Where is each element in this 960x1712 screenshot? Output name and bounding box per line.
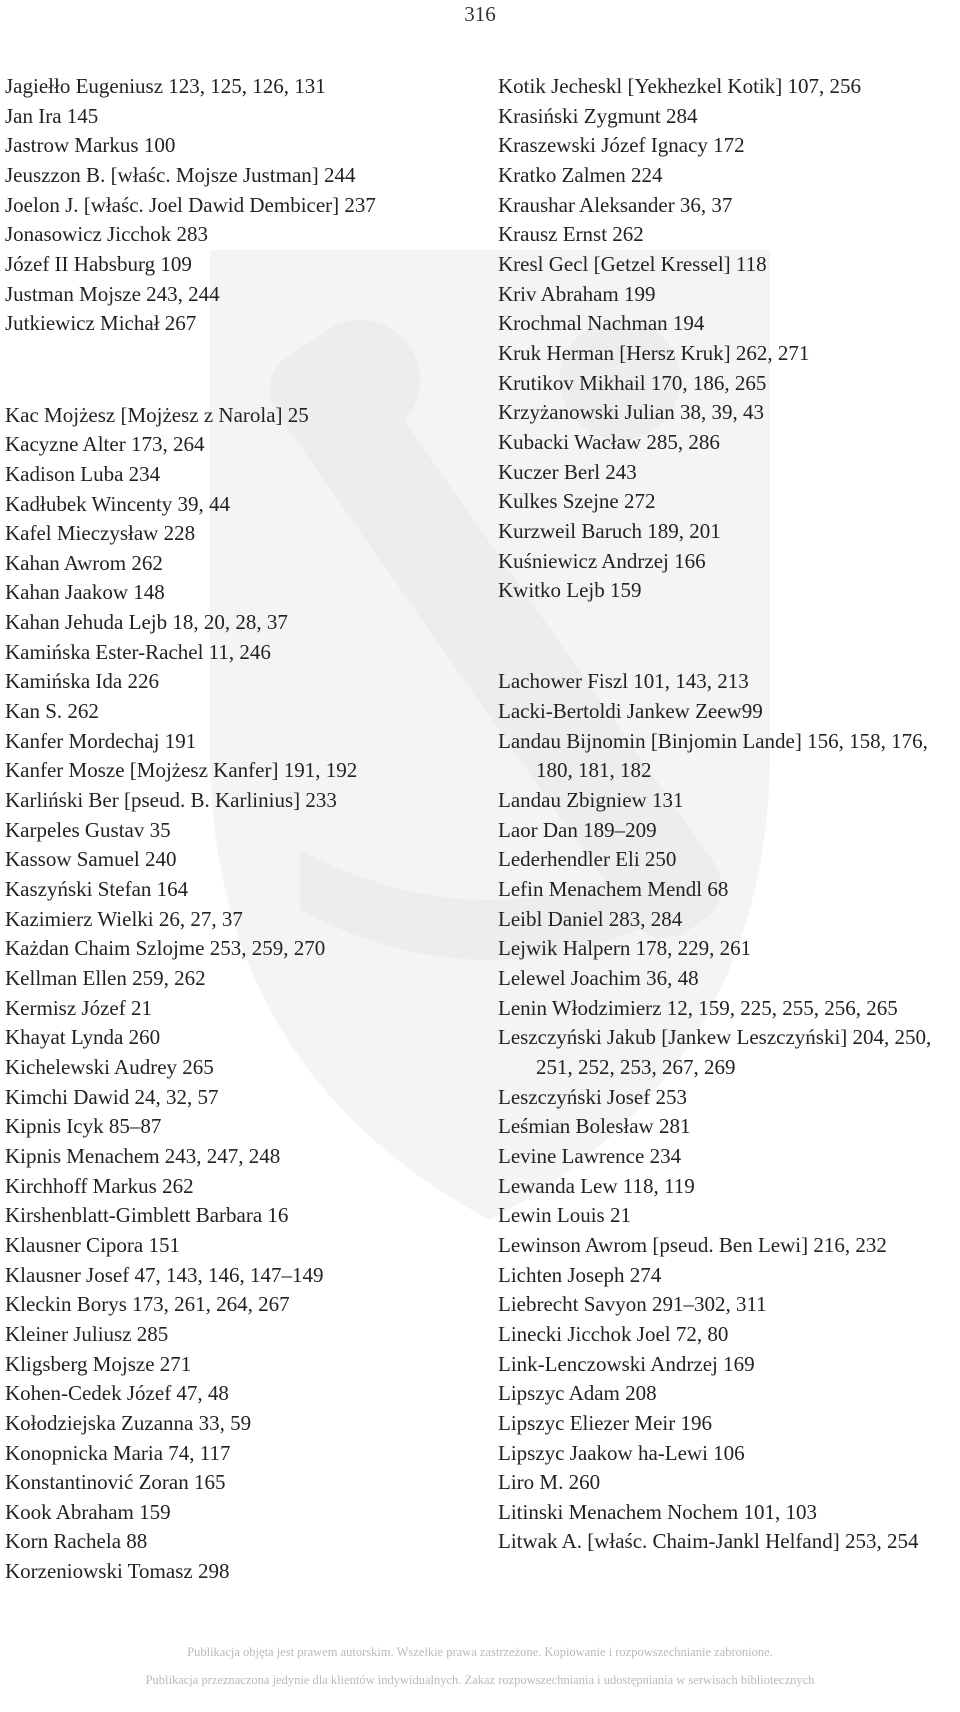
index-entry: Lipszyc Jaakow ha-Lewi 106: [498, 1440, 745, 1465]
index-entry: Lipszyc Adam 208: [498, 1381, 657, 1406]
index-entry: Kulkes Szejne 272: [498, 489, 656, 514]
index-entry: Joelon J. [właśc. Joel Dawid Dembicer] 237: [5, 192, 376, 217]
index-entry: Kołodziejska Zuzanna 33, 59: [5, 1410, 252, 1435]
index-entry: Kadison Luba 234: [5, 461, 161, 486]
index-entry: Klausner Cipora 151: [5, 1232, 180, 1257]
index-entry: Krochmal Nachman 194: [498, 311, 705, 336]
index-entry: Justman Mojsze 243, 244: [5, 281, 220, 306]
index-entry: Kermisz Józef 21: [5, 995, 152, 1020]
index-entry: Kafel Mieczysław 228: [5, 521, 196, 546]
index-entry: Lewanda Lew 118, 119: [498, 1173, 695, 1198]
index-entry: Kahan Jehuda Lejb 18, 20, 28, 37: [5, 610, 288, 635]
index-entry: Litwak A. [właśc. Chaim-Jankl Helfand] 253, 254: [498, 1529, 919, 1554]
index-entry: Lichten Joseph 274: [498, 1262, 662, 1287]
section-spacer: [498, 622, 958, 652]
index-entry: Levine Lawrence 234: [498, 1143, 682, 1168]
index-entry: Krutikov Mikhail 170, 186, 265: [498, 370, 767, 395]
index-entry: Linecki Jicchok Joel 72, 80: [498, 1321, 729, 1346]
index-entry: Krausz Ernst 262: [498, 222, 644, 247]
index-entry: Karpeles Gustav 35: [5, 817, 171, 842]
index-entry: Kazimierz Wielki 26, 27, 37: [5, 906, 243, 931]
index-entry: Korzeniowski Tomasz 298: [5, 1559, 230, 1584]
index-entry: Kacyzne Alter 173, 264: [5, 432, 205, 457]
index-entry: Kook Abraham 159: [5, 1499, 171, 1524]
index-entry: Kuczer Berl 243: [498, 459, 637, 484]
index-entry: Leszczyński Josef 253: [498, 1084, 687, 1109]
index-entry: Kanfer Mosze [Mojżesz Kanfer] 191, 192: [5, 758, 358, 783]
copyright-notice: Publikacja objęta jest prawem autorskim. Wszelkie prawa zastrzeżone. Kopiowanie i rozpowszechnianie zabronione.: [187, 1645, 773, 1659]
index-entry: Jastrow Markus 100: [5, 133, 176, 158]
index-entry: Konopnicka Maria 74, 117: [5, 1440, 231, 1465]
index-entry: Kotik Jecheskl [Yekhezkel Kotik] 107, 256: [498, 74, 861, 98]
index-entry: Kwitko Lejb 159: [498, 578, 642, 603]
index-entry: Kipnis Menachem 243, 247, 248: [5, 1143, 281, 1168]
index-entry: Jan Ira 145: [5, 103, 99, 128]
index-entry: Jonasowicz Jicchok 283: [5, 222, 208, 247]
index-entry: Kimchi Dawid 24, 32, 57: [5, 1084, 219, 1109]
index-entry: Kac Mojżesz [Mojżesz z Narola] 25: [5, 402, 309, 427]
index-entry: Kurzweil Baruch 189, 201: [498, 518, 721, 543]
index-entry: Landau Bijnomin [Binjomin Lande] 156, 158, 176, 180, 181, 182: [498, 728, 928, 783]
index-entry: Kamińska Ida 226: [5, 669, 159, 694]
index-entry: Kresl Gecl [Getzel Kressel] 118: [498, 251, 767, 276]
index-entry: Lederhendler Eli 250: [498, 847, 677, 872]
index-entry: Jagiełło Eugeniusz 123, 125, 126, 131: [5, 74, 326, 98]
page-number: 316: [464, 2, 496, 26]
index-entry: Laor Dan 189–209: [498, 817, 657, 842]
index-entry: Lenin Włodzimierz 12, 159, 225, 255, 256, 265: [498, 995, 898, 1020]
index-entry: Lewin Louis 21: [498, 1203, 631, 1228]
index-entry: Litinski Menachem Nochem 101, 103: [498, 1499, 818, 1524]
index-entry: Kellman Ellen 259, 262: [5, 966, 206, 991]
index-entry: Leszczyński Jakub [Jankew Leszczyński] 204, 250, 251, 252, 253, 267, 269: [498, 1025, 932, 1079]
index-entry: Kligsberg Mojsze 271: [5, 1351, 192, 1376]
index-entry: Klausner Josef 47, 143, 146, 147–149: [5, 1262, 324, 1287]
index-column-right: [498, 72, 958, 1557]
index-entry: Kruk Herman [Hersz Kruk] 262, 271: [498, 340, 810, 365]
index-entry: Kraszewski Józef Ignacy 172: [498, 133, 745, 158]
index-entry: Kirshenblatt-Gimblett Barbara 16: [5, 1203, 289, 1228]
index-entry: Link-Lenczowski Andrzej 169: [498, 1351, 755, 1376]
index-entry: Liebrecht Savyon 291–302, 311: [498, 1292, 767, 1317]
index-entry: Lewinson Awrom [pseud. Ben Lewi] 216, 232: [498, 1232, 887, 1257]
section-spacer: [5, 355, 475, 385]
index-entry: Kleiner Juliusz 285: [5, 1321, 169, 1346]
index-entry: Landau Zbigniew 131: [498, 788, 684, 813]
index-entry: Kamińska Ester-Rachel 11, 246: [5, 639, 271, 664]
index-entry: Krasiński Zygmunt 284: [498, 103, 698, 128]
index-entry: Kipnis Icyk 85–87: [5, 1114, 162, 1139]
index-entry: Jutkiewicz Michał 267: [5, 311, 197, 336]
index-entry: Kichelewski Audrey 265: [5, 1054, 214, 1079]
index-entry: Lelewel Joachim 36, 48: [498, 966, 699, 991]
index-entry: Leibl Daniel 283, 284: [498, 906, 683, 931]
distribution-notice: Publikacja przeznaczona jedynie dla klientów indywidualnych. Zakaz rozpowszechniania i udostępniania w serwisach bibliotecznych: [145, 1673, 815, 1687]
index-entry: Konstantinović Zoran 165: [5, 1470, 226, 1495]
index-entry: Lefin Menachem Mendl 68: [498, 877, 729, 902]
index-entry: Kubacki Wacław 285, 286: [498, 429, 720, 454]
index-entry: Lachower Fiszl 101, 143, 213: [498, 669, 749, 694]
index-entry: Kleckin Borys 173, 261, 264, 267: [5, 1292, 290, 1317]
index-entry: Józef II Habsburg 109: [5, 251, 192, 276]
index-entry: Kadłubek Wincenty 39, 44: [5, 491, 231, 516]
index-entry: Kratko Zalmen 224: [498, 162, 663, 187]
index-entry: Korn Rachela 88: [5, 1529, 148, 1554]
index-entry: Kirchhoff Markus 262: [5, 1173, 194, 1198]
index-entry: Lejwik Halpern 178, 229, 261: [498, 936, 752, 961]
index-entry: Leśmian Bolesław 281: [498, 1114, 691, 1139]
index-entry: Kuśniewicz Andrzej 166: [498, 548, 706, 573]
index-entry: Liro M. 260: [498, 1470, 601, 1495]
index-entry: Kraushar Aleksander 36, 37: [498, 192, 733, 217]
index-entry: Kriv Abraham 199: [498, 281, 656, 306]
index-entry: Karliński Ber [pseud. B. Karlinius] 233: [5, 788, 337, 813]
index-entry: Każdan Chaim Szlojme 253, 259, 270: [5, 936, 326, 961]
index-entry: Kaszyński Stefan 164: [5, 877, 189, 902]
index-entry: Khayat Lynda 260: [5, 1025, 161, 1050]
index-entry: Lacki-Bertoldi Jankew Zeew99: [498, 699, 763, 724]
index-entry: Kahan Awrom 262: [5, 550, 163, 575]
index-entry: Jeuszzon B. [właśc. Mojsze Justman] 244: [5, 162, 356, 187]
index-entry: Lipszyc Eliezer Meir 196: [498, 1410, 712, 1435]
index-entry: Kan S. 262: [5, 699, 99, 724]
index-entry: Kanfer Mordechaj 191: [5, 728, 197, 753]
index-entry: Kahan Jaakow 148: [5, 580, 165, 605]
index-column-left: [5, 72, 475, 1587]
index-entry: Kassow Samuel 240: [5, 847, 177, 872]
index-entry: Kohen-Cedek Józef 47, 48: [5, 1381, 229, 1406]
index-entry: Krzyżanowski Julian 38, 39, 43: [498, 400, 764, 425]
